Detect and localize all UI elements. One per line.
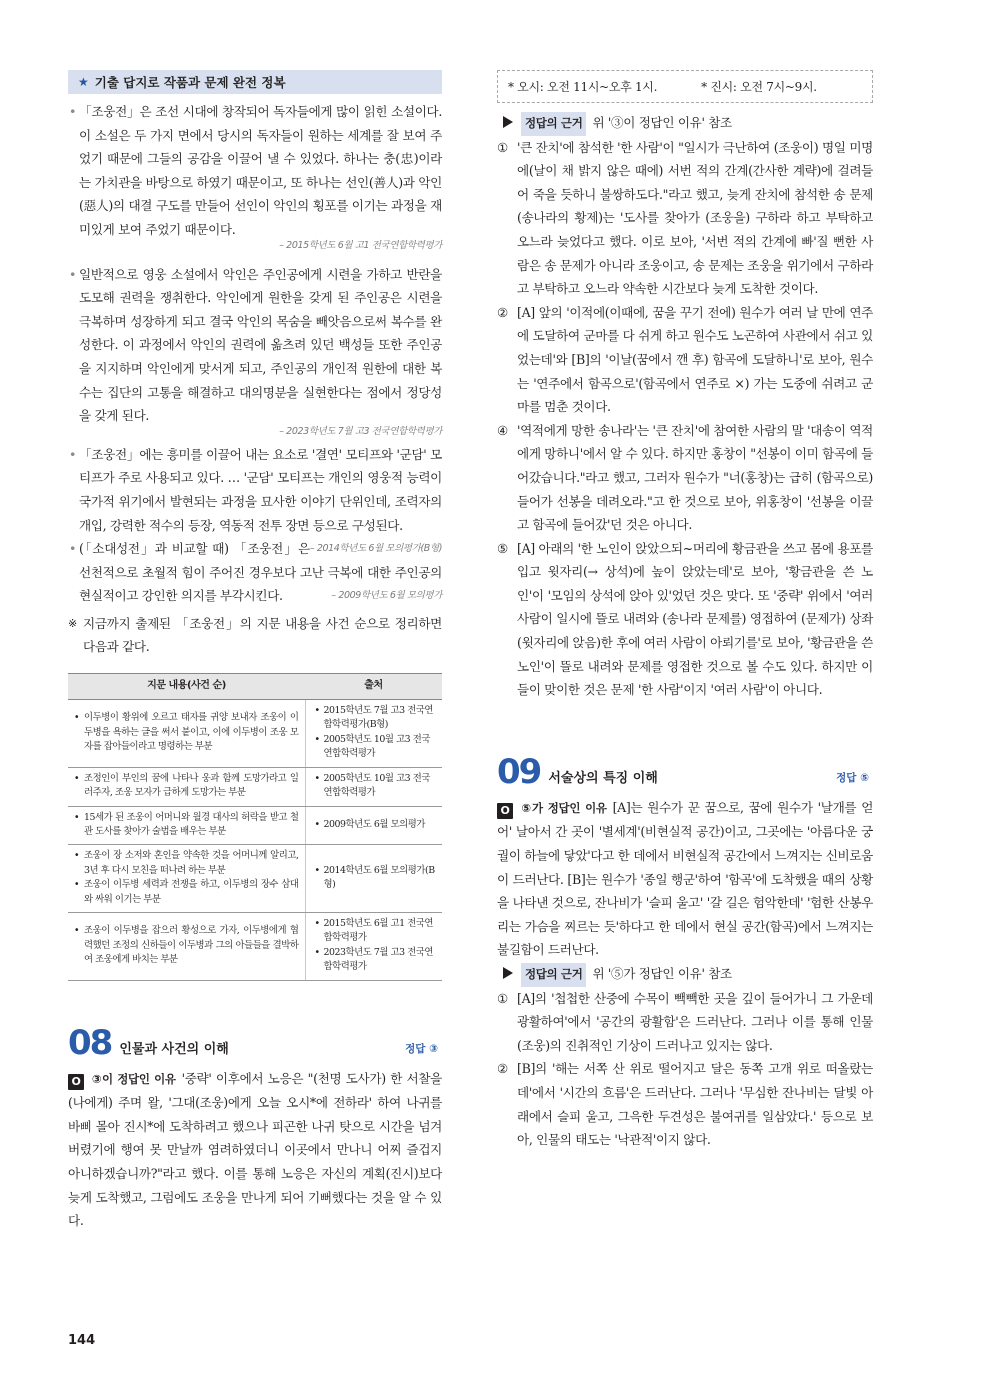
- table-cell-events: • 조웅이 장 소저와 혼인을 약속한 것을 어머니께 알리고, 3년 후 다시 모친을 떠나려 하는 부분 • 조웅이 이두병 세력과 전쟁을 하고, 이두병의 장수 삼대와 싸워 이기는 부분: [68, 845, 305, 913]
- event-table: [68, 673, 442, 981]
- commentary-text: 「조웅전」에는 흥미를 이끌어 내는 요소로 '결연' 모티프와 '군담' 모티프가 주로 사용되고 있다. … '군담' 모티프는 개인의 영웅적 능력이 국가적 위기에서 발현되는 과정을 묘사한 이야기 단위인데, 조력자의 개입, 강력한 적수의 등장, 역동적 전투 장면 등으로 구성된다.: [79, 446, 442, 533]
- question-title: 인물과 사건의 이해: [119, 1041, 229, 1057]
- question-08-explanation: [68, 1067, 442, 1233]
- table-header-source: 출처: [305, 674, 442, 700]
- choice-text: [B]의 '해는 서쪽 산 위로 떨어지고 달은 동쪽 고개 위로 떠올랐는데'에서 '시간의 흐름'은 드러난다. 그러나 '무심한 잔나비는 달빛 아래에서 슬피 울고, 그윽한 두견성은 불여귀를 일삼았다.' 등으로 보아, 인물의 태도는 '낙관적'이지 않다.: [517, 1061, 873, 1148]
- source-text: 2015학년도 6월 고1 전국연합학력평가: [323, 917, 434, 944]
- table-header-row: [68, 674, 442, 700]
- choice-number: ①: [497, 139, 508, 155]
- question-08-heading: [68, 1017, 442, 1061]
- reference-mark-icon: ※: [68, 616, 77, 630]
- choice-explanation: [497, 419, 873, 537]
- event-text: 이두병이 황위에 오르고 태자를 귀양 보내자 조웅이 이두병을 욕하는 글을 써서 붙이고, 이에 이두병이 조웅 모자를 잡아들이라고 명령하는 부분: [84, 712, 299, 753]
- summary-note: [68, 612, 442, 659]
- choice-number: ⑤: [497, 540, 508, 556]
- source-text: 2023학년도 7월 고3 전국연합학력평가: [323, 946, 434, 973]
- summary-note-text: 지금까지 출제된 「조웅전」의 지문 내용을 사건 순으로 정리하면 다음과 같다.: [83, 615, 442, 655]
- right-column: [497, 70, 873, 1152]
- commentary-item: [68, 443, 442, 555]
- commentary-item: [68, 263, 442, 428]
- table-cell-source: • 2005학년도 10월 고3 전국연합학력평가: [305, 767, 442, 806]
- table-cell-events: • 15세가 된 조웅이 어머니와 월경 대사의 허락을 받고 철관 도사를 찾아가 술법을 배우는 부분: [68, 806, 305, 845]
- bullet-icon: •: [69, 541, 77, 557]
- table-cell-events: • 조웅이 이두병을 잡으러 황성으로 가자, 이두병에게 협력했던 조정의 신하들이 이두병과 그의 아들들을 결박하여 조웅에게 바치는 부분: [68, 912, 305, 980]
- section-header-title: 기출 답지로 작품과 문제 완전 정복: [94, 75, 286, 90]
- triangle-pointer-icon: [503, 967, 513, 979]
- bullet-icon: •: [69, 266, 77, 282]
- table-row: [68, 845, 442, 913]
- choice-number: ②: [497, 304, 508, 320]
- choice-text: '역적에게 망한 송나라'는 '큰 잔치'에 참여한 사람의 말 '대송이 역적에게 망하니'에서 알 수 있다. 하지만 홍창이 "선봉이 이미 함곡에 들어갔습니다."라고 했고, 그러자 원수가 "너(홍창)는 급히 (함곡으로) 들어가 선봉을 데려오라."고 한 것으로 보아, 위홍창이 '선봉을 이끌고 함곡에 들어갔'던 것은 아니다.: [517, 422, 873, 533]
- choice-number: ④: [497, 422, 508, 438]
- table-row: [68, 767, 442, 806]
- choice-explanation: [497, 987, 873, 1058]
- table-row: [68, 806, 442, 845]
- choice-explanation: [497, 537, 873, 702]
- source-text: 2015학년도 7월 고3 전국연합학력평가(B형): [323, 705, 434, 731]
- triangle-pointer-icon: [503, 116, 513, 128]
- answer-basis: [497, 111, 873, 136]
- answer-basis: [497, 962, 873, 987]
- source-text: 2005학년도 10월 고3 전국연합학력평가: [323, 772, 430, 799]
- footnote-text: * 오시: 오전 11시~오후 1시.: [508, 80, 658, 94]
- choice-text: [A]의 '첩첩한 산중에 수목이 빽빽한 곳을 깊이 들어가니 그 가운데 광활하여'에서 '공간의 광활함'은 드러난다. 그러나 이를 통해 인물(조웅)의 진취적인 기상이 드러나고 있지는 않다.: [517, 990, 873, 1053]
- table-cell-events: • 조정인이 부인의 꿈에 나타나 웅과 함께 도망가라고 일러주자, 조웅 모자가 급하게 도망가는 부분: [68, 767, 305, 806]
- explanation-text: '중략' 이후에서 노응은 "(천명 도사가) 한 서찰을 (나에게) 주며 왈, '그대(조웅)에게 오늘 오시*에 전하라' 하여 나귀를 바삐 몰아 진시*에 도착하려고 했으나 피곤한 나귀 탓으로 시간을 넘겨 버렸기에 행여 못 만날까 염려하였더니 이곳에서 만나니 어찌 즐겁지 아니하겠습니까?"라고 했다. 이를 통해 노응은 자신의 계획(진시)보다 늦게 도착했고, 그럼에도 조웅을 만나게 되어 기뻐했다는 것을 알 수 있다.: [68, 1070, 442, 1229]
- answer-label: 정답 ③: [405, 1042, 438, 1055]
- star-icon: ★: [78, 75, 89, 89]
- commentary-source: – 2015학년도 6월 고1 전국연합학력평가: [279, 239, 442, 251]
- event-text: 조웅이 장 소저와 혼인을 약속한 것을 어머니께 알리고, 3년 후 다시 모친을 떠나려 하는 부분: [84, 850, 299, 876]
- choice-explanation: [497, 301, 873, 419]
- commentary-text: 「조웅전」은 조선 시대에 창작되어 독자들에게 많이 읽힌 소설이다. 이 소설은 두 가지 면에서 당시의 독자들이 원하는 세계를 잘 보여 주었기 때문에 그들의 공감을 이끌어 낼 수 있었다. 하나는 충(忠)이라는 가치관을 바탕으로 하였기 때문이고, 또 하나는 선인(善人)과 악인(惡人)의 대결 구도를 만들어 선인이 악인의 횡포를 이기는 과정을 재미있게 보여 주었기 때문이다.: [79, 104, 442, 237]
- correct-reason-label: ⑤가 정답인 이유: [520, 800, 607, 815]
- question-09-heading: [497, 746, 873, 790]
- source-text: 2005학년도 10월 고3 전국연합학력평가: [323, 733, 430, 760]
- table-cell-source: • 2015학년도 6월 고1 전국연합학력평가 • 2023학년도 7월 고3 전국연합학력평가: [305, 912, 442, 980]
- choice-text: [A] 앞의 '이적에(이때에, 꿈을 꾸기 전에) 원수가 여러 날 만에 연주에 도달하여 군마를 다 쉬게 하고 원수도 노곤하여 사관에서 쉬고 있었는데'와 [B]의 '이날(꿈에서 깬 후) 함곡에 도달하니'로 보아, 원수는 '연주에서 함곡으로'(함곡에서 연주로 ×) 가는 도중에 쉬려고 군마를 멈춘 것이다.: [517, 304, 873, 415]
- correct-answer-icon: O: [68, 1074, 84, 1090]
- correct-answer-icon: O: [497, 803, 513, 819]
- table-cell-events: • 이두병이 황위에 오르고 태자를 귀양 보내자 조웅이 이두병을 욕하는 글을 써서 붙이고, 이에 이두병이 조웅 모자를 잡아들이라고 명령하는 부분: [68, 700, 305, 768]
- question-title: 서술상의 특징 이해: [548, 770, 658, 786]
- answer-basis-label: 정답의 근거: [521, 963, 586, 987]
- source-text: 2014학년도 6월 모의평가(B형): [323, 864, 435, 891]
- choice-number: ②: [497, 1061, 508, 1077]
- choice-explanation: [497, 1057, 873, 1151]
- section-header-bar: [68, 70, 442, 94]
- bullet-icon: •: [69, 446, 77, 462]
- event-text: 15세가 된 조웅이 어머니와 월경 대사의 허락을 받고 철관 도사를 찾아가 술법을 배우는 부분: [84, 811, 299, 837]
- answer-label: 정답 ⑤: [836, 771, 869, 784]
- answer-basis-label: 정답의 근거: [521, 112, 586, 136]
- commentary-source: – 2009학년도 6월 모의평가: [331, 590, 442, 602]
- question-09-explanation: [497, 796, 873, 962]
- table-cell-source: • 2014학년도 6월 모의평가(B형): [305, 845, 442, 913]
- table-row: [68, 912, 442, 980]
- choice-text: [A] 아래의 '한 노인이 앉았으되~머리에 황금관을 쓰고 몸에 용포를 입고 윗자리(→ 상석)에 높이 앉았는데'로 보아, '황금관을 쓴 노인'이 '모임의 상석에 앉아 있'었던 것은 맞다. 또 '중략' 위에서 '여러 사람이 일시에 뜰로 내려와 (송나라 문제를) 영접하여 (문제가) 상좌(윗자리에 앉음)한 후에 여러 사람이 아뢰기를'로 보아, '황금관을 쓴 노인'이 뜰로 내려와 문제를 영접한 것으로 볼 수도 있다. 하지만 이들이 맞이한 것은 문제 '한 사람'이지 '여러 사람'이 아니다.: [517, 540, 873, 698]
- question-number: 08: [68, 1022, 112, 1063]
- commentary-text: 일반적으로 영웅 소설에서 악인은 주인공에게 시련을 가하고 반란을 도모해 권력을 쟁취한다. 악인에게 원한을 갖게 된 주인공은 시련을 극복하며 성장하게 되고 결국 악인의 목숨을 빼앗음으로써 복수를 완성한다. 이 과정에서 악인의 권력에 옮츠려 있던 백성들 또한 주인공을 지지하며 악인에게 맞서게 되고, 주인공의 개인적 원한에 대한 복수는 집단의 고통을 해결하고 대의명분을 실현한다는 점에서 정당성을 갖게 된다.: [79, 266, 442, 424]
- commentary-item: [68, 537, 442, 608]
- source-text: 2009학년도 6월 모의평가: [323, 818, 425, 830]
- event-text: 조웅이 이두병 세력과 전쟁을 하고, 이두병의 장수 삼대와 싸워 이기는 부분: [84, 879, 299, 905]
- commentary-source: – 2014학년도 6월 모의평가(B형): [309, 543, 442, 555]
- footnote-box: [497, 70, 873, 103]
- footnote-text: * 진시: 오전 7시~9시.: [701, 80, 817, 94]
- answer-basis-text: 위 '③이 정답인 이유' 참조: [592, 115, 732, 130]
- table-cell-source: • 2015학년도 7월 고3 전국연합학력평가(B형) • 2005학년도 10월 고3 전국연합학력평가: [305, 700, 442, 768]
- choice-number: ①: [497, 990, 508, 1006]
- left-column: [68, 70, 442, 1233]
- event-text: 조웅이 이두병을 잡으러 황성으로 가자, 이두병에게 협력했던 조정의 신하들이 이두병과 그의 아들들을 결박하여 조웅에게 바치는 부분: [84, 925, 299, 965]
- explanation-text: [A]는 원수가 꾼 꿈으로, 꿈에 원수가 '날개를 얻어' 날아서 간 곳이 '별세계'(비현실적 공간)이고, 그곳에는 '아름다운 궁궐이 하늘에 닿았'다고 한 데에서 비현실적 공간에서 느껴지는 신비로움이 드러난다. [B]는 원수가 '종일 행군'하여 '함곡'에 도착했을 때의 상황을 나타낸 것으로, 잔나비가 '슬피 울고' '갈 길은 험악한데' '험한 산봉우리는 가슴을 찌르는 듯'하다고 한 데에서 현실 공간(함곡)에서 느껴지는 불길함이 드러난다.: [497, 799, 874, 958]
- choice-explanation: [497, 136, 873, 301]
- answer-basis-text: 위 '⑤가 정답인 이유' 참조: [592, 966, 732, 981]
- question-number: 09: [497, 751, 541, 792]
- event-text: 조정인이 부인의 꿈에 나타나 웅과 함께 도망가라고 일러주자, 조웅 모자가 급하게 도망가는 부분: [84, 772, 299, 799]
- choice-text: '큰 잔치'에 참석한 '한 사람'이 "일시가 극난하여 (조웅이) 명일 미명에(날이 채 밝지 않은 때에) 서번 적의 간계(간사한 계략)에 걸려들어 죽을 듯하니 불쌍하도다."라고 했고, 늦게 잔치에 참석한 송 문제(송나라의 황제)는 '도사를 찾아가 (조웅을) 구하라 하고 부탁하고 오느라 늦었다고 했다. 이로 보아, '서번 적의 간계에 빠'질 뻔한 사람은 송 문제가 아니라 조웅이고, 송 문제는 조웅을 위기에서 구하라고 부탁하고 오느라 약속한 시간보다 늦게 도착한 것이다.: [517, 139, 873, 297]
- commentary-text: (「소대성전」과 비교할 때) 「조웅전」은 선천적으로 초월적 힘이 주어진 경우보다 고난 극복에 대한 주인공의 현실적이고 강인한 의지를 부각시킨다.: [79, 541, 442, 604]
- correct-reason-label: ③이 정답인 이유: [91, 1071, 176, 1086]
- table-row: [68, 700, 442, 768]
- commentary-item: [68, 100, 442, 242]
- table-header-events: 지문 내용(사건 순): [68, 674, 305, 700]
- bullet-icon: •: [69, 104, 77, 119]
- commentary-source: – 2023학년도 7월 고3 전국연합학력평가: [279, 425, 442, 437]
- page-number: 144: [68, 1333, 96, 1348]
- table-cell-source: • 2009학년도 6월 모의평가: [305, 806, 442, 845]
